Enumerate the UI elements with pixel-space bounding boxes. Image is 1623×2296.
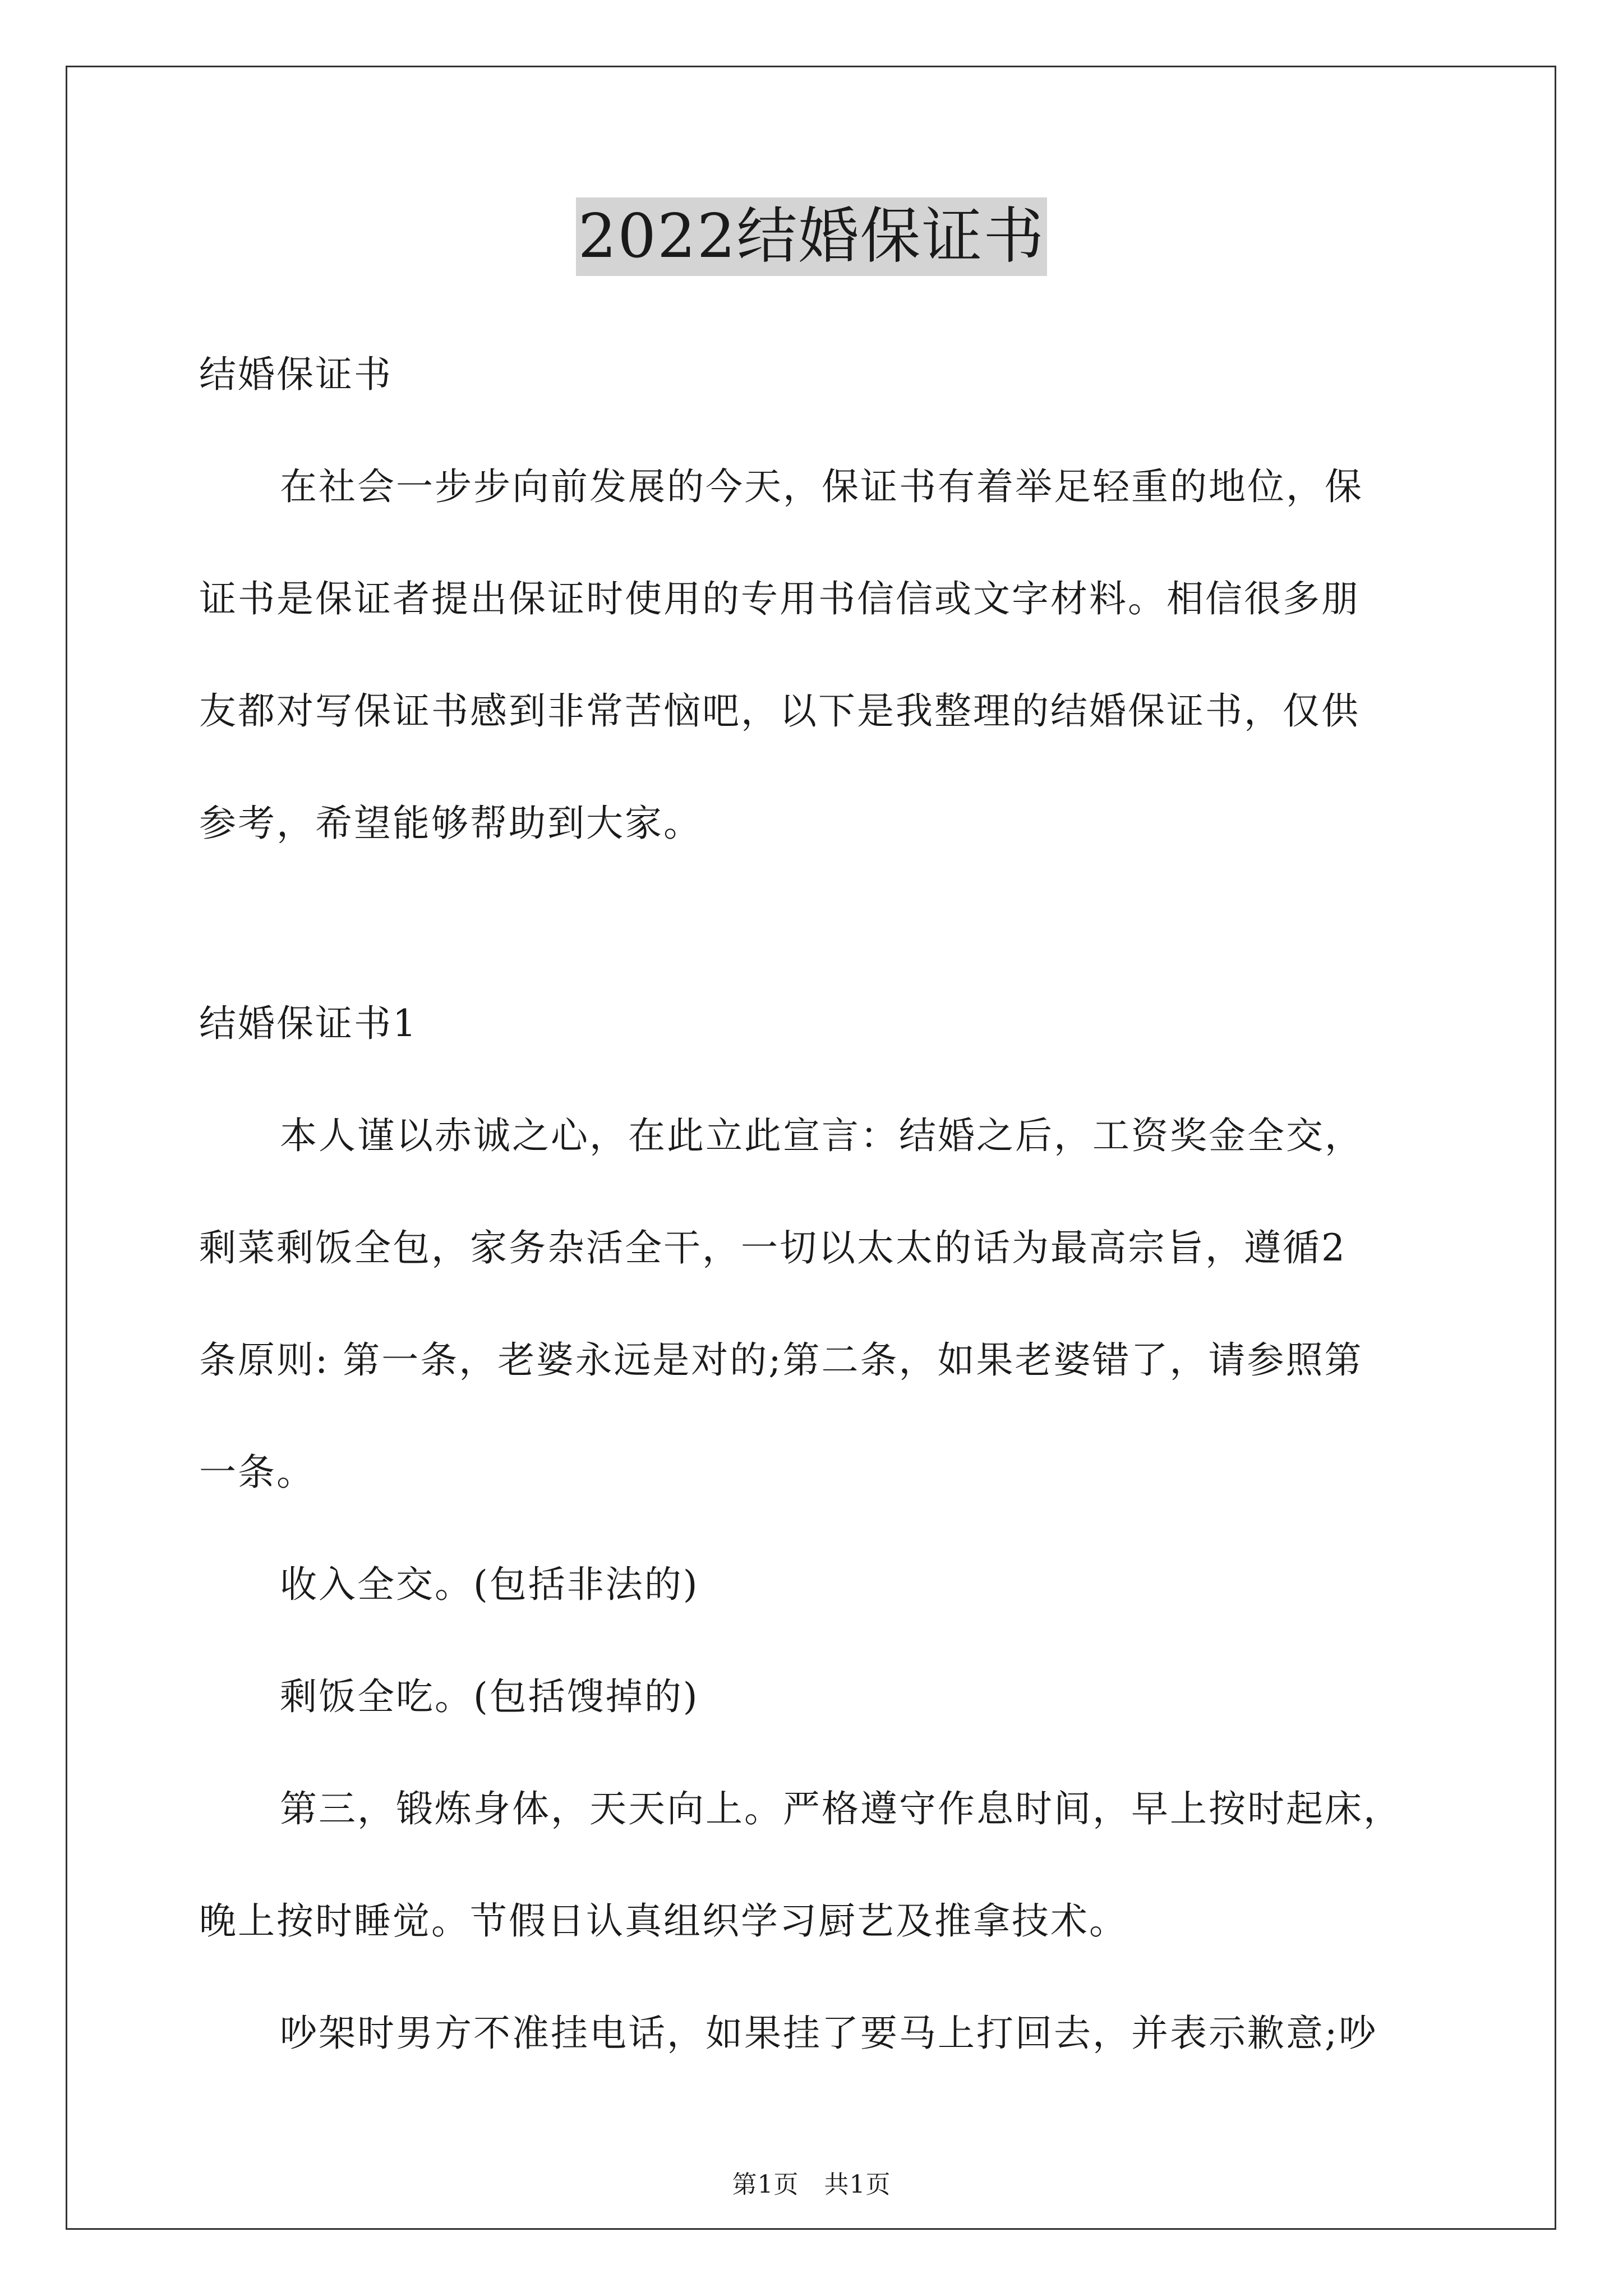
paragraph-line: 参考，希望能够帮助到大家。 bbox=[199, 802, 702, 845]
paragraph-line: 一条。 bbox=[199, 1451, 315, 1494]
paragraph-line: 剩菜剩饭全包，家务杂活全干，一切以太太的话为最高宗旨，遵循2 bbox=[199, 1226, 1347, 1269]
paragraph-line: 剩饭全吃。(包括馊掉的) bbox=[280, 1675, 699, 1718]
paragraph-line: 条原则: 第一条，老婆永远是对的;第二条，如果老婆错了，请参照第 bbox=[199, 1338, 1363, 1382]
paragraph-line: 第三，锻炼身体，天天向上。严格遵守作息时间，早上按时起床， bbox=[280, 1787, 1402, 1830]
paragraph-line: 吵架时男方不准挂电话，如果挂了要马上打回去，并表示歉意;吵 bbox=[280, 2012, 1378, 2055]
paragraph-line: 证书是保证者提出保证时使用的专用书信信或文字材料。相信很多朋 bbox=[199, 577, 1360, 620]
paragraph-line: 友都对写保证书感到非常苦恼吧，以下是我整理的结婚保证书，仅供 bbox=[199, 689, 1360, 733]
section-heading: 结婚保证书 bbox=[199, 353, 393, 396]
section-heading: 结婚保证书1 bbox=[199, 1002, 418, 1045]
title-container bbox=[0, 197, 1623, 276]
paragraph-line: 在社会一步步向前发展的今天，保证书有着举足轻重的地位，保 bbox=[280, 465, 1363, 508]
paragraph-line: 本人谨以赤诚之心，在此立此宣言：结婚之后，工资奖金全交， bbox=[280, 1114, 1363, 1157]
document-title: 2022结婚保证书 bbox=[576, 197, 1048, 276]
paragraph-line: 晚上按时睡觉。节假日认真组织学习厨艺及推拿技术。 bbox=[199, 1899, 1128, 1943]
paragraph-line: 收入全交。(包括非法的) bbox=[280, 1563, 699, 1606]
page-number-footer: 第1页 共1页 bbox=[732, 2170, 891, 2199]
